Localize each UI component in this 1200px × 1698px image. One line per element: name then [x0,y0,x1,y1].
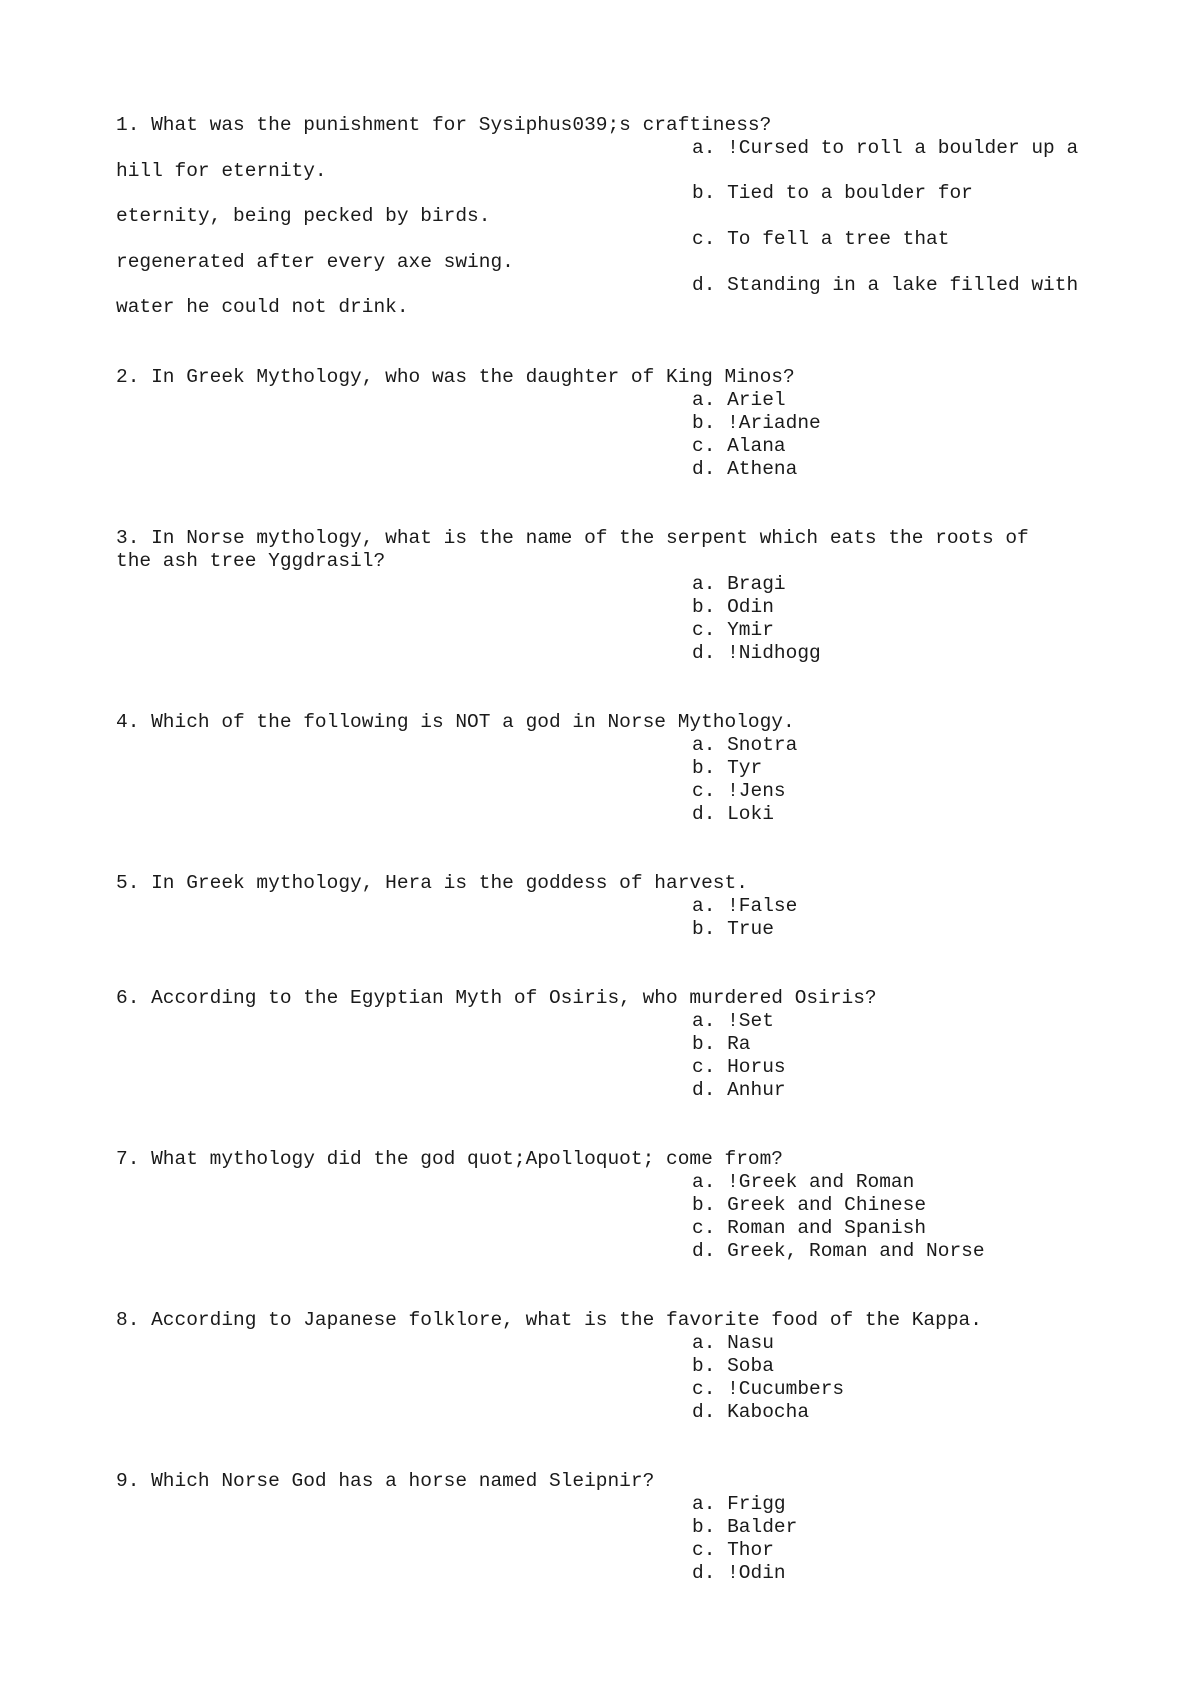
option-text: !Cucumbers [727,1378,845,1400]
question-8-option-a [692,1332,774,1355]
question-text: In Norse mythology, what is the name of the serpent which eats the roots of [151,527,1029,549]
question-1-option-b [692,182,973,205]
option-letter: b. [692,1033,716,1055]
option-letter: c. [692,780,716,802]
question-number: 2. [116,366,140,388]
option-text: Anhur [727,1079,786,1101]
option-text: Ariel [727,389,786,411]
question-1-option-a [692,137,1078,160]
option-text: !Cursed to roll a boulder up a [727,137,1079,159]
question-1-option-a-cont: hill for eternity. [116,160,327,182]
option-letter: b. [692,757,716,779]
question-7-option-c [692,1217,926,1240]
option-text: Greek, Roman and Norse [727,1240,985,1262]
option-letter: b. [692,918,716,940]
question-2-option-d [692,458,797,481]
option-text: Loki [727,803,774,825]
option-text: Tyr [727,757,763,779]
question-text: According to Japanese folklore, what is the favorite food of the Kappa. [151,1309,982,1331]
option-letter: a. [692,137,716,159]
option-letter: c. [692,1539,716,1561]
question-7-option-a [692,1171,914,1194]
question-9-option-d [692,1562,786,1585]
option-letter: a. [692,389,716,411]
question-number: 3. [116,527,140,549]
question-text: Which Norse God has a horse named Sleipnir? [151,1470,655,1492]
option-text: Alana [727,435,786,457]
question-1-option-b-cont: eternity, being pecked by birds. [116,205,491,227]
option-text: Greek and Chinese [727,1194,927,1216]
question-6-option-a [692,1010,774,1033]
question-text: In Greek mythology, Hera is the goddess of harvest. [151,872,748,894]
question-8-stem [116,1309,982,1332]
option-text: Odin [727,596,774,618]
question-number: 8. [116,1309,140,1331]
question-1-option-d [692,274,1078,297]
question-4-stem [116,711,795,734]
question-text: What was the punishment for Sysiphus039;s craftiness? [151,114,772,136]
question-number: 4. [116,711,140,733]
option-text: !Set [727,1010,774,1032]
option-letter: c. [692,435,716,457]
option-letter: a. [692,1010,716,1032]
option-letter: d. [692,642,716,664]
option-text: Roman and Spanish [727,1217,927,1239]
option-text: Ymir [727,619,774,641]
question-7-option-d [692,1240,985,1263]
option-letter: d. [692,803,716,825]
option-letter: c. [692,1378,716,1400]
option-letter: a. [692,1171,716,1193]
option-letter: b. [692,412,716,434]
option-text: Ra [727,1033,751,1055]
question-number: 7. [116,1148,140,1170]
option-letter: c. [692,1217,716,1239]
option-text: Standing in a lake filled with [727,274,1079,296]
question-4-option-d [692,803,774,826]
question-3-option-c [692,619,774,642]
option-letter: d. [692,1240,716,1262]
question-1-option-c [692,228,949,251]
option-letter: c. [692,1056,716,1078]
question-2-option-c [692,435,786,458]
option-letter: a. [692,734,716,756]
option-letter: a. [692,1493,716,1515]
option-text: Bragi [727,573,786,595]
question-number: 6. [116,987,140,1009]
question-number: 5. [116,872,140,894]
question-8-option-d [692,1401,809,1424]
question-1-stem [116,114,771,137]
option-letter: c. [692,228,716,250]
question-1-option-c-cont: regenerated after every axe swing. [116,251,514,273]
option-text: To fell a tree that [727,228,950,250]
question-9-option-a [692,1493,786,1516]
option-text: !Nidhogg [727,642,821,664]
option-text: Tied to a boulder for [727,182,973,204]
option-text: Balder [727,1516,798,1538]
option-letter: b. [692,1516,716,1538]
option-text: !Greek and Roman [727,1171,915,1193]
question-text: According to the Egyptian Myth of Osiris, who murdered Osiris? [151,987,877,1009]
question-7-stem [116,1148,783,1171]
question-5-stem [116,872,748,895]
option-text: Nasu [727,1332,774,1354]
option-text: !Odin [727,1562,786,1584]
question-8-option-c [692,1378,844,1401]
option-letter: d. [692,458,716,480]
option-letter: d. [692,1401,716,1423]
question-6-option-d [692,1079,786,1102]
question-5-option-a [692,895,797,918]
option-text: Thor [727,1539,774,1561]
option-text: True [727,918,774,940]
question-5-option-b [692,918,774,941]
question-4-option-c [692,780,786,803]
question-6-stem [116,987,877,1010]
question-2-option-a [692,389,786,412]
question-9-option-b [692,1516,797,1539]
question-9-option-c [692,1539,774,1562]
question-2-stem [116,366,795,389]
question-6-option-b [692,1033,751,1056]
question-4-option-b [692,757,762,780]
question-3-option-a [692,573,786,596]
option-text: Frigg [727,1493,786,1515]
option-text: !Jens [727,780,786,802]
option-letter: a. [692,1332,716,1354]
question-text: Which of the following is NOT a god in Norse Mythology. [151,711,795,733]
question-text: What mythology did the god quot;Apolloquot; come from? [151,1148,784,1170]
question-9-stem [116,1470,654,1493]
question-1-option-d-cont: water he could not drink. [116,296,409,318]
option-text: !Ariadne [727,412,821,434]
option-letter: b. [692,182,716,204]
question-2-option-b [692,412,821,435]
question-7-option-b [692,1194,926,1217]
option-letter: b. [692,596,716,618]
option-letter: b. [692,1355,716,1377]
option-letter: c. [692,619,716,641]
option-text: !False [727,895,798,917]
option-text: Athena [727,458,798,480]
option-letter: d. [692,1562,716,1584]
option-letter: d. [692,274,716,296]
question-text: In Greek Mythology, who was the daughter of King Minos? [151,366,795,388]
question-3-stem-cont: the ash tree Yggdrasil? [116,550,386,572]
option-letter: a. [692,895,716,917]
question-3-stem [116,527,1029,550]
question-number: 1. [116,114,140,136]
option-text: Snotra [727,734,798,756]
option-letter: b. [692,1194,716,1216]
question-3-option-d [692,642,821,665]
option-text: Kabocha [727,1401,810,1423]
option-letter: d. [692,1079,716,1101]
option-letter: a. [692,573,716,595]
question-6-option-c [692,1056,786,1079]
question-3-option-b [692,596,774,619]
question-4-option-a [692,734,797,757]
question-8-option-b [692,1355,774,1378]
option-text: Horus [727,1056,786,1078]
question-number: 9. [116,1470,140,1492]
option-text: Soba [727,1355,774,1377]
